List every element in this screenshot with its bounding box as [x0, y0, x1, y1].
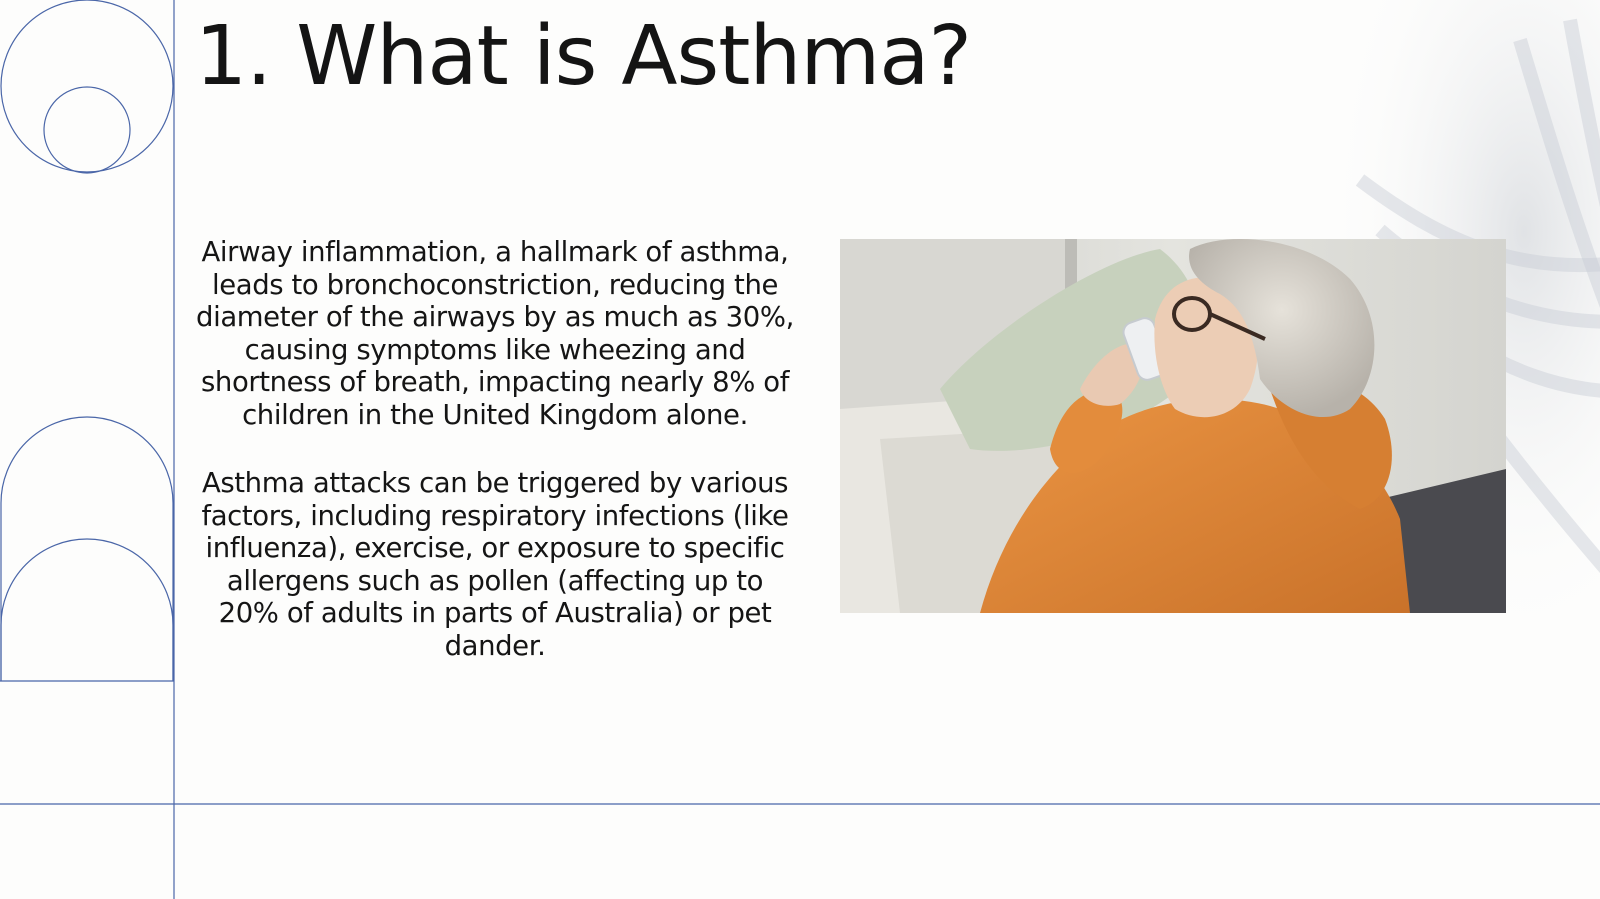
- photo-illustration: [840, 239, 1506, 613]
- paragraph-airway-inflammation: Airway inflammation, a hallmark of asthma, leads to bronchoconstriction, reducing the diameter of the airways by as much as 30%, causing symptoms like wheezing and shortness of breath, impacting nearly 8% of children in the United Kingdom alone.: [196, 236, 794, 431]
- slide-title: 1. What is Asthma?: [195, 9, 971, 104]
- photo-woman-using-inhaler: [840, 239, 1506, 613]
- paragraph-asthma-triggers: Asthma attacks can be triggered by various factors, including respiratory infections (like influenza), exercise, or exposure to specific allergens such as pollen (affecting up to 20% of adults in parts of Australia) or pet dander.: [201, 467, 789, 662]
- slide-body-text: [195, 236, 795, 662]
